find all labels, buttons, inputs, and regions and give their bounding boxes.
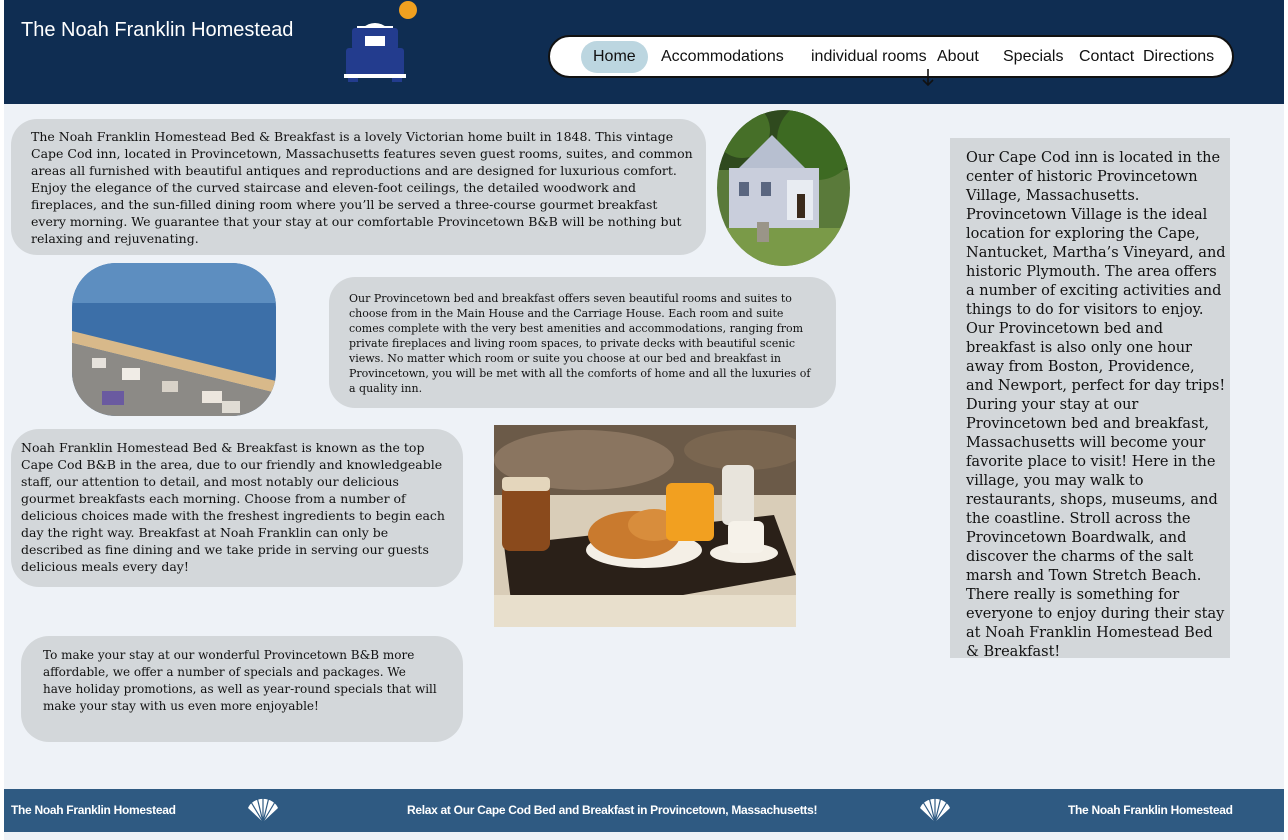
arrow-down-icon bbox=[921, 68, 935, 88]
nav-contact[interactable]: Contact bbox=[1079, 48, 1135, 65]
nav-individual-rooms[interactable]: individual rooms bbox=[811, 48, 927, 65]
nav-home[interactable]: Home bbox=[581, 41, 648, 73]
specials-text-block: To make your stay at our wonderful Provincetown B&B more affordable, we offer a number of specials and packages. We have holiday promotions, as well as year-round specials that will make your stay with us even more enjoyable! bbox=[21, 636, 463, 742]
site-title[interactable]: The Noah Franklin Homestead bbox=[21, 19, 294, 41]
intro-text-block: The Noah Franklin Homestead Bed & Breakfast is a lovely Victorian home built in 1848. This vintage Cape Cod inn, located in Provincetown, Massachusetts features seven guest rooms, suites, and common areas all furnished with beautiful antiques and reproductions and are designed for luxurious comfort. Enjoy the elegance of the curved staircase and eleven-foot ceilings, the detailed woodwork and fireplaces, and the sun-filled dining room where you’ll be served a three-course gourmet breakfast every morning. We guarantee that your stay at our comfortable Provincetown B&B will be nothing but relaxing and rejuvenating. bbox=[11, 119, 706, 255]
site-header bbox=[4, 0, 1284, 104]
footer-left-title[interactable]: The Noah Franklin Homestead bbox=[11, 803, 176, 817]
page bbox=[4, 0, 1284, 840]
nav-about[interactable]: About bbox=[937, 48, 979, 65]
seashell-icon bbox=[245, 794, 281, 824]
breakfast-tray-photo bbox=[494, 425, 796, 627]
main-nav bbox=[548, 35, 1234, 78]
inn-building-logo-icon[interactable] bbox=[338, 0, 420, 84]
footer-tagline: Relax at Our Cape Cod Bed and Breakfast in Provincetown, Massachusetts! bbox=[407, 803, 818, 817]
nav-directions[interactable]: Directions bbox=[1143, 48, 1215, 65]
nav-accommodations[interactable]: Accommodations bbox=[661, 48, 784, 65]
site-footer bbox=[4, 789, 1284, 832]
breakfast-text-block: Noah Franklin Homestead Bed & Breakfast is known as the top Cape Cod B&B in the area, due to our friendly and knowledgeable staff, our attention to detail, and most notably our delicious gourmet breakfasts each morning. Choose from a number of delicious choices made with the freshest ingredients to begin each day the right way. Breakfast at Noah Franklin can only be described as fine dining and we take pride in serving our guests delicious meals every day! bbox=[11, 429, 463, 587]
sidebar-location-text: Our Cape Cod inn is located in the center of historic Provincetown Village, Massachusetts. Provincetown Village is the ideal location for exploring the Cape, Nantucket, Martha’s Vineyard, and historic Plymouth. The area offers a number of exciting activities and things to do for visitors to enjoy. Our Provincetown bed and breakfast is also only one hour away from Boston, Providence, and Newport, perfect for day trips! During your stay at our Provincetown bed and breakfast, Massachusetts will become your favorite place to visit! Here in the village, you may walk to restaurants, shops, museums, and the coastline. Stroll across the Provincetown Boardwalk, and discover the charms of the salt marsh and Town Stretch Beach. There really is something for everyone to enjoy during their stay at Noah Franklin Homestead Bed & Breakfast! bbox=[950, 138, 1230, 658]
seashell-icon bbox=[917, 794, 953, 824]
rooms-text-block: Our Provincetown bed and breakfast offers seven beautiful rooms and suites to choose from in the Main House and the Carriage House. Each room and suite comes complete with the very best amenities and accommodations, ranging from private fireplaces and living room spaces, to private decks with beautiful scenic views. No matter which room or suite you choose at our bed and breakfast in Provincetown, you will be met with all the comforts of home and all the luxuries of a quality inn. bbox=[329, 277, 836, 408]
footer-right-title[interactable]: The Noah Franklin Homestead bbox=[1068, 803, 1233, 817]
house-photo bbox=[717, 110, 850, 266]
nav-specials[interactable]: Specials bbox=[1003, 48, 1064, 65]
beach-aerial-photo bbox=[72, 263, 276, 416]
